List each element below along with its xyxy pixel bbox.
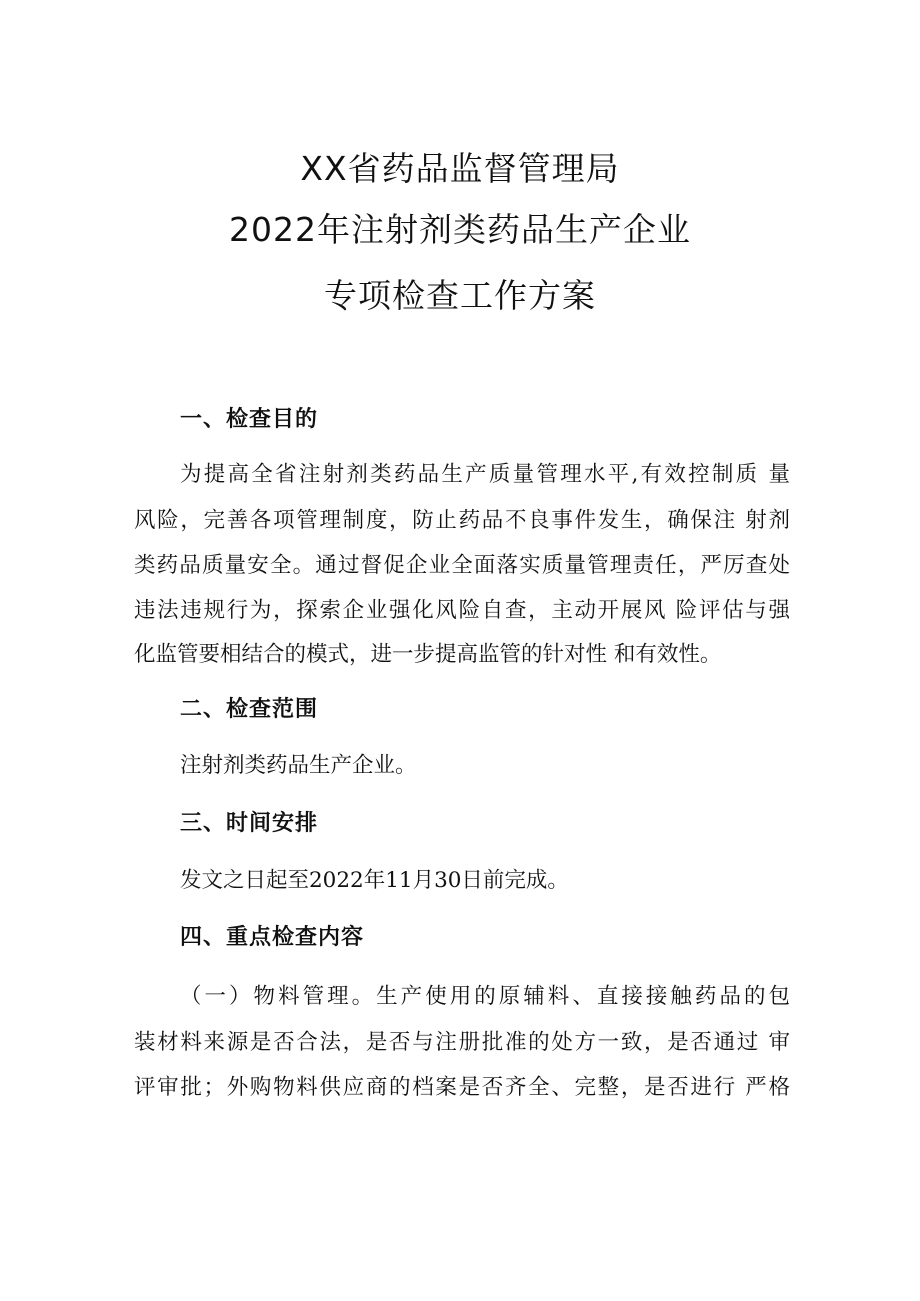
paragraph-line: 违法违规行为，探索企业强化风险自查，主动开展风 险评估与强 (134, 598, 790, 623)
paragraph-line: 风险，完善各项管理制度，防止药品不良事件发生，确保注 射剂 (134, 508, 790, 533)
section-heading-key-content: 四、重点检查内容 (180, 925, 365, 950)
paragraph-line: 注射剂类药品生产企业。 (180, 753, 417, 778)
section-heading-purpose: 一、检查目的 (180, 407, 319, 432)
paragraph-line: 类药品质量安全。通过督促企业全面落实质量管理责任，严厉查处 (134, 553, 790, 578)
paragraph-line: 装材料来源是否合法，是否与注册批准的处方一致，是否通过 审 (134, 1030, 790, 1055)
document-title-line-3: 专项检查工作方案 (324, 276, 596, 315)
paragraph-line: （一）物料管理。生产使用的原辅料、直接接触药品的包 (180, 984, 790, 1009)
paragraph-line: 评审批；外购物料供应商的档案是否齐全、完整，是否进行 严格 (134, 1075, 790, 1100)
document-title-line-2: 2022年注射剂类药品生产企业 (229, 210, 691, 249)
paragraph-line: 发文之日起至2022年11月30日前完成。 (180, 868, 569, 893)
section-heading-scope: 二、检查范围 (180, 697, 319, 722)
document-title-line-1: XX省药品监督管理局 (300, 149, 620, 188)
paragraph-line: 化监管要相结合的模式，进一步提高监管的针对性 和有效性。 (134, 642, 722, 667)
paragraph-line: 为提高全省注射剂类药品生产质量管理水平,有效控制质 量 (180, 462, 790, 487)
section-heading-schedule: 三、时间安排 (180, 811, 319, 836)
